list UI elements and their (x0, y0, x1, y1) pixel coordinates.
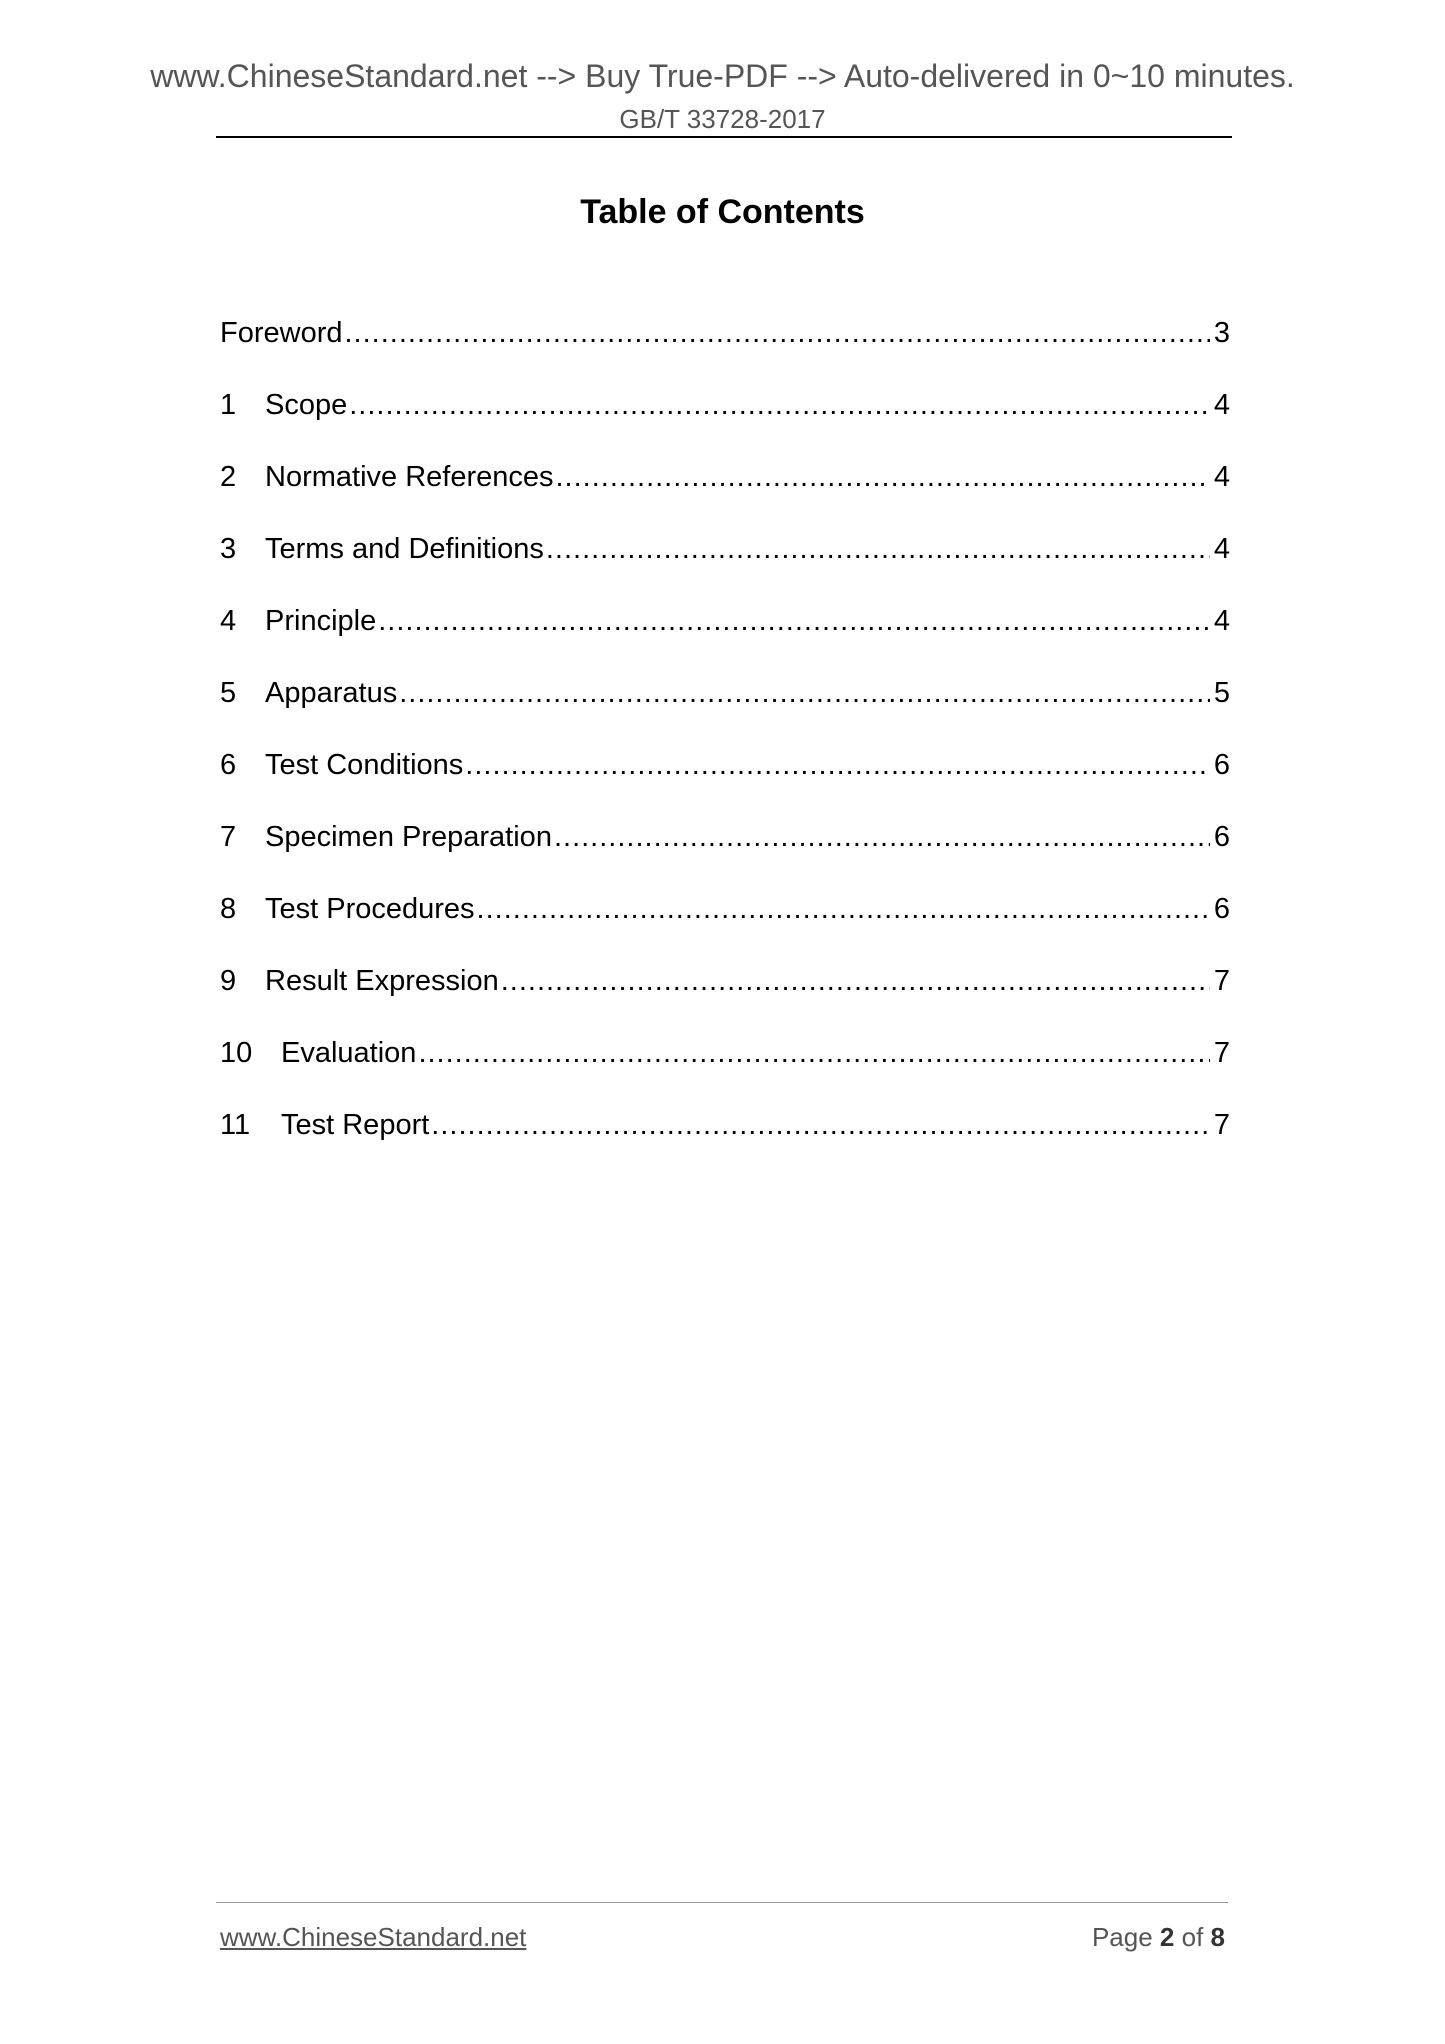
toc-list (220, 313, 1230, 1177)
toc-entry-principle[interactable] (220, 601, 1230, 673)
toc-entry-number: 11 (220, 1109, 251, 1141)
toc-entry-number: 1 (220, 389, 237, 421)
page-title: Table of Contents (580, 193, 865, 231)
page-of: of (1181, 1922, 1204, 1952)
toc-entry-page: 4 (1213, 605, 1230, 637)
toc-entry-terms-and-definitions[interactable] (220, 529, 1230, 601)
header-banner: www.ChineseStandard.net --> Buy True-PDF --> Auto-delivered in 0~10 minutes. (150, 58, 1295, 94)
toc-entry-test-procedures[interactable] (220, 889, 1230, 961)
toc-dot-leader (345, 313, 1210, 353)
toc-entry-page: 4 (1213, 461, 1230, 493)
toc-entry-label: Test Conditions (265, 749, 464, 781)
toc-entry-page: 7 (1213, 965, 1230, 997)
page-current: 2 (1159, 1922, 1175, 1952)
toc-entry-label: Result Expression (265, 965, 499, 997)
toc-entry-label: Test Procedures (265, 893, 475, 925)
toc-entry-test-conditions[interactable] (220, 745, 1230, 817)
toc-entry-page: 6 (1213, 749, 1230, 781)
toc-dot-leader (477, 889, 1210, 929)
toc-entry-test-report[interactable] (220, 1105, 1230, 1177)
toc-dot-leader (501, 961, 1210, 1001)
toc-dot-leader (546, 529, 1210, 569)
page-indicator (1092, 1920, 1225, 1954)
toc-entry-foreword[interactable] (220, 313, 1230, 385)
toc-entry-number: 2 (220, 461, 237, 493)
toc-entry-normative-references[interactable] (220, 457, 1230, 529)
page-prefix: Page (1091, 1922, 1153, 1952)
toc-dot-leader (465, 745, 1210, 785)
toc-entry-page: 7 (1213, 1109, 1230, 1141)
toc-dot-leader (349, 385, 1210, 425)
toc-dot-leader (431, 1105, 1210, 1145)
header-divider (216, 136, 1232, 138)
toc-entry-label: Scope (265, 389, 348, 421)
toc-entry-number: 5 (220, 677, 237, 709)
toc-dot-leader (556, 457, 1210, 497)
toc-dot-leader (418, 1033, 1209, 1073)
toc-entry-number: 10 (220, 1037, 253, 1069)
toc-entry-number: 3 (220, 533, 237, 565)
footer-divider (216, 1902, 1228, 1903)
toc-dot-leader (554, 817, 1210, 857)
toc-entry-page: 5 (1213, 677, 1230, 709)
toc-entry-page: 3 (1213, 317, 1230, 349)
toc-entry-label: Apparatus (265, 677, 398, 709)
toc-entry-result-expression[interactable] (220, 961, 1230, 1033)
toc-entry-label: Terms and Definitions (265, 533, 544, 565)
toc-entry-specimen-preparation[interactable] (220, 817, 1230, 889)
toc-entry-evaluation[interactable] (220, 1033, 1230, 1105)
toc-entry-label: Evaluation (281, 1037, 417, 1069)
toc-entry-number: 7 (220, 821, 237, 853)
toc-entry-page: 4 (1213, 533, 1230, 565)
toc-entry-number: 9 (220, 965, 237, 997)
footer-site-link[interactable]: www.ChineseStandard.net (220, 1922, 527, 1952)
toc-entry-apparatus[interactable] (220, 673, 1230, 745)
toc-entry-number: 4 (220, 605, 237, 637)
toc-entry-scope[interactable] (220, 385, 1230, 457)
toc-entry-label: Normative References (265, 461, 554, 493)
toc-entry-label: Test Report (281, 1109, 430, 1141)
toc-dot-leader (399, 673, 1210, 713)
toc-entry-label: Specimen Preparation (265, 821, 552, 853)
standard-code: GB/T 33728-2017 (619, 104, 826, 134)
toc-entry-number: 8 (220, 893, 237, 925)
toc-entry-page: 4 (1213, 389, 1230, 421)
page-total: 8 (1210, 1922, 1225, 1952)
toc-entry-label: Foreword (220, 317, 343, 349)
toc-entry-label: Principle (265, 605, 377, 637)
toc-dot-leader (378, 601, 1210, 641)
toc-entry-page: 6 (1213, 821, 1230, 853)
toc-entry-page: 7 (1213, 1037, 1230, 1069)
toc-entry-page: 6 (1213, 893, 1230, 925)
toc-entry-number: 6 (220, 749, 237, 781)
